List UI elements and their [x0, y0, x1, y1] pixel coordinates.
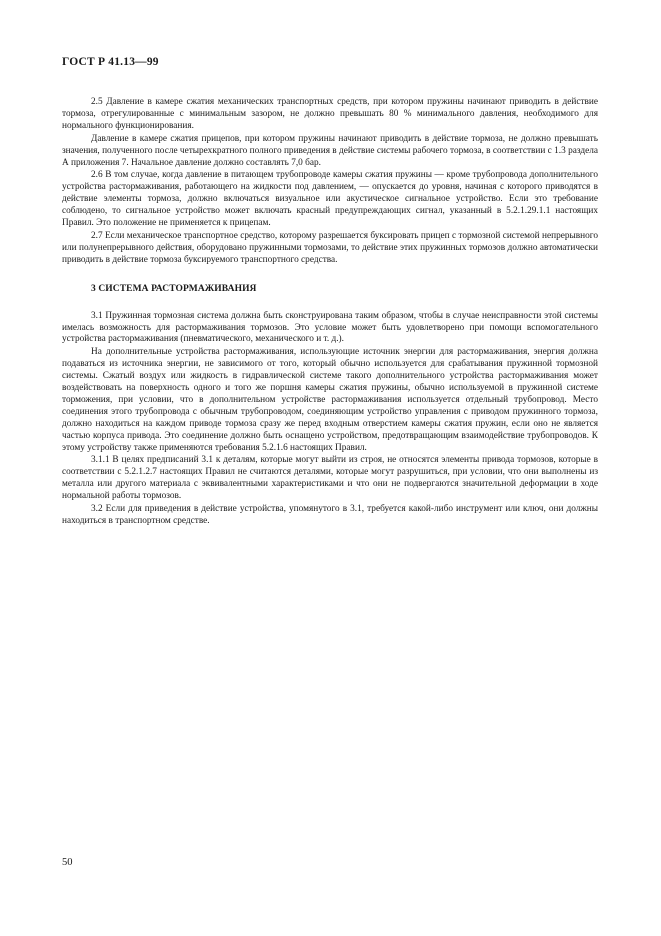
paragraph-3-1-additional: На дополнительные устройства растормаживания, использующие источник энергии для растормаживания, энергия должна подаваться из источника энергии, не зависимого от того, который обычно используется для срабатывания пружинной тормозной системы. Сжатый воздух или жидкость в гидравлической системе такого дополнительного устройства растормаживания может воздействовать на поверхность одного и того же поршня камеры сжатия пружины, обычно используемой в пружинной системе торможения, при условии, что в дополнительном устройстве растормаживания используется отдельный трубопровод. Место соединения этого трубопровода с обычным трубопроводом, соединяющим устройство управления с приводом пружинного тормоза, должно находиться на каждом приводе тормоза сразу же перед входным отверстием камеры сжатия пружин, если оно не является частью корпуса привода. Это соединение должно быть оснащено устройством, предотвращающим взаимодействие трубопроводов. К этому устройству также применяются требования 5.2.1.6 настоящих Правил.: [62, 347, 598, 453]
paragraph-3-2: 3.2 Если для приведения в действие устройства, упомянутого в 3.1, требуется какой-либо инструмент или ключ, они должны находиться в транспортном средстве.: [62, 504, 598, 526]
paragraph-3-1: 3.1 Пружинная тормозная система должна быть сконструирована таким образом, чтобы в случае неисправности этой системы имелась возможность для растормаживания тормозов. Это условие может быть удовлетворено при помощи вспомогательного устройства растормаживания (пневматического, механического и т. д.).: [62, 310, 598, 345]
paragraph-2-6: 2.6 В том случае, когда давление в питающем трубопроводе камеры сжатия пружины — кроме трубопровода дополнительного устройства растормаживания, работающего на жидкости под давлением, — опускается до уровня, начиная с которого приводятся в действие элементы тормоза, должно включаться визуальное или акустическое сигнальное устройство. Если это требование соблюдено, то сигнальное устройство может включать красный предупреждающих сигнал, указанный в 5.2.1.29.1.1 настоящих Правил. Это положение не применяется к прицепам.: [62, 170, 598, 229]
section-3-title: 3 СИСТЕМА РАСТОРМАЖИВАНИЯ: [91, 283, 257, 294]
page-number: 50: [62, 857, 73, 868]
paragraph-3-1-1: 3.1.1 В целях предписаний 3.1 к деталям, которые могут выйти из строя, не относятся элементы привода тормозов, которые в соответствии с 5.2.1.2.7 настоящих Правил не считаются деталями, которые могут разрушиться, при условии, что они выполнены из металла или другого материала с эквивалентными характеристиками и что они не подвергаются значительной деформации в ходе нормальной работы тормозов.: [62, 455, 598, 502]
paragraph-2-5-trailers: Давление в камере сжатия прицепов, при котором пружины начинают приводить в действие тормоза, не должно превышать значения, полученного после четырехкратного полного приведения в действие системы рабочего тормоза, в соответствии с 1.3 раздела А приложения 7. Начальное давление должно составлять 7,0 бар.: [62, 133, 598, 168]
paragraph-2-5: 2.5 Давление в камере сжатия механических транспортных средств, при котором пружины начинают приводить в действие тормоза, отрегулированные с минимальным зазором, не должно превышать 80 % минимального давления, необходимого для нормального функционирования.: [62, 97, 598, 131]
document-header: ГОСТ Р 41.13—99: [62, 56, 159, 68]
paragraph-2-7: 2.7 Если механическое транспортное средство, которому разрешается буксировать прицеп с тормозной системой непрерывного или полунепрерывного действия, оборудовано пружинными тормозами, то действие этих пружинных тормозов должно автоматически приводить в действие тормоза буксируемого транспортного средства.: [62, 230, 598, 265]
document-body: [62, 97, 598, 529]
